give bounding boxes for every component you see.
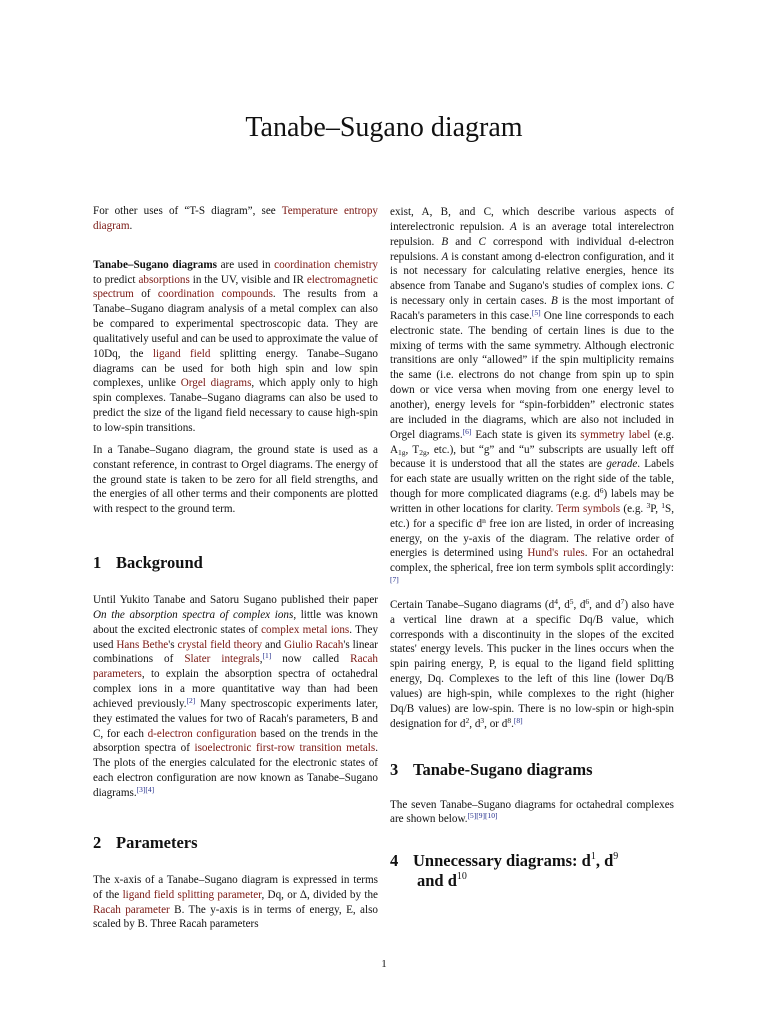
intro-paragraph: Tanabe–Sugano diagrams are used in coordination chemistry to predict absorptions in the UV, visible and IR electromagnetic spectrum of coordination compounds. The results from a Tanabe–Sugano diagram analysis of a metal complex can also be compared to experimental spectroscopic data. They are qualitatively useful and can be used to approximate the value of 10Dq, the ligand field splitting energy. Tanabe–Sugano diagrams can be used for both high spin and low spin complexes, unlike Orgel diagrams, which apply only to high spin complexes. Tanabe–Sugano diagrams can also be used to predict the size of the ligand field necessary to cause high-spin to low-spin transitions. [93,258,379,434]
link-hans-bethe[interactable]: Hans Bethe [116,638,169,651]
citation-3-4[interactable]: [3][4] [136,785,155,794]
link-term-symbols[interactable]: Term symbols [556,502,621,515]
right-column [390,205,674,891]
bold-term: Tanabe–Sugano diagrams [93,258,217,271]
link-coordination-chemistry[interactable]: coordination chemistry [274,258,379,271]
section-heading-background: 1 Background [93,553,203,573]
citation-1[interactable]: [1] [262,651,272,661]
link-hunds-rules[interactable]: Hund's rules [527,547,585,560]
link-ligand-field-splitting-parameter[interactable]: ligand field splitting parameter [122,888,262,901]
link-complex-metal-ions[interactable]: complex metal ions [261,623,350,636]
link-coordination-compounds[interactable]: coordination compounds [157,288,273,301]
citation-5[interactable]: [5] [531,307,541,317]
link-first-row-transition-metals[interactable]: first-row transition metals [255,742,376,755]
hatnote: For other uses of “T-S diagram”, see Temperature entropy diagram. [93,205,378,232]
background-paragraph: Until Yukito Tanabe and Satoru Sugano published their paper On the absorption spectra of complex ions, little was known about the excited electronic states of complex metal ions. They used Hans Bethe's crystal field theory and Giulio Racah's linear combinations of Slater integrals,[1] now called Racah parameters, to explain the absorption spectra of octahedral complex ions in a more quantitative way than had been achieved previously.[2] Many spectroscopic experiments later, they estimated the values for two of Racah's parameters, B and C, for each d-electron configuration based on the trends in the absorption spectra of isoelectronic first-row transition metals. The plots of the energies calculated for the electronic states of each electron configuration are now known as Tanabe–Sugano diagrams.[3][4] [93,594,379,799]
parameters-paragraph-continued: exist, A, B, and C, which describe various aspects of interelectronic repulsion. A is an average total interelectron repulsion. B and C correspond with individual d-electron repulsions. A is constant among d-electron configuration, and it is not necessary for calculating relative energies, hence its absence from Tanabe and Sugano's studies of complex ions. C is necessary only in certain cases. B is the most important of Racah's parameters in this case.[5] One line corresponds to each electronic state. The bending of certain lines is due to the mixing of terms with the same symmetry. Although electronic transitions are only “allowed” if the spin multiplicity remains the same (i.e. electrons do not change from spin up to spin down or vice versa when moving from one energy level to another), energy levels for “spin-forbidden” electronic states are included in the diagrams, which are also not included in Orgel diagrams.[6] Each state is given its symmetry label (e.g. $A_{1g}$, $T_{2g}$, etc.), but “g” and “u” subscripts are usually left off because it is understood that all the states are gerade. Labels for each state are usually written on the right side of the table, though for more complicated diagrams (e.g. $d^6$) labels may be written in other locations for clarity. Term symbols (e.g. $^3$P, $^1$S, etc.) for a specific $d^n$ free ion are listed, in order of increasing energy, on the y-axis of the diagram. The relative order of energies is determined using Hund's rules. For an octahedral complex, the spherical, free ion term symbols split accordingly:[7] [390,206,675,585]
left-column [93,204,378,932]
link-crystal-field-theory[interactable]: crystal field theory [177,638,263,651]
parameters-paragraph-start: The x-axis of a Tanabe–Sugano diagram is expressed in terms of the ligand field splitting parameter, Dq, or Δ, divided by the Racah parameter B. The y-axis is in terms of energy, E, also scaled by B. Three Racah parameters [93,873,379,931]
citation-6[interactable]: [6] [462,426,472,436]
link-isoelectronic[interactable]: isoelectronic [194,742,252,755]
link-temperature-entropy-diagram[interactable]: Temperature entropy diagram [93,205,378,232]
section-heading-tanabe-sugano-diagrams: 3 Tanabe-Sugano diagrams [390,759,593,779]
link-racah-parameter[interactable]: Racah parameter [93,903,170,916]
link-slater-integrals[interactable]: Slater integrals [184,653,260,666]
citation-8[interactable]: [8] [513,715,523,725]
link-ligand-field[interactable]: ligand field [152,347,211,360]
pucker-paragraph: Certain Tanabe–Sugano diagrams ($d^4$, $d^5$, $d^6$, and $d^7$) also have a vertical line drawn at a specific Dq/B value, which corresponds with a discontinuity in the slopes of the excited states' energy levels. This pucker in the lines occurs when the spin pairing energy, P, is equal to the ligand field splitting energy, Dq. Complexes to the left of this line (lower Dq/B values) are high-spin, while complexes to the right (higher Dq/B values) are low-spin. There is no low-spin or high-spin designation for $d^2$, $d^3$, or $d^8.[8]$ [390,596,675,730]
link-electromagnetic-spectrum[interactable]: electromagnetic spectrum [93,273,378,301]
citation-2[interactable]: [2] [186,695,196,705]
tsd-paragraph: The seven Tanabe–Sugano diagrams for octahedral complexes are shown below.[5][9][10] [390,798,674,826]
page-title: Tanabe–Sugano diagram [245,112,523,143]
citation-5-9-10[interactable]: [5][9][10] [467,811,498,821]
page-number: 1 [381,958,387,970]
citation-7[interactable]: [7] [390,575,399,585]
link-d-electron-configuration[interactable]: d-electron configuration [147,727,257,740]
intro-paragraph-2: In a Tanabe–Sugano diagram, the ground state is used as a constant reference, in contrast to Orgel diagrams. The energy of the ground state is taken to be zero for all field strengths, and the energies of all other terms and their components are plotted with respect to the ground term. [93,443,378,516]
link-orgel-diagrams[interactable]: Orgel diagrams [180,377,252,390]
link-racah-parameters[interactable]: Racah parameters [93,653,378,681]
section-heading-parameters: 2 Parameters [93,832,198,852]
link-symmetry-label[interactable]: symmetry label [580,428,651,441]
link-giulio-racah[interactable]: Giulio Racah [284,638,344,651]
section-heading-unnecessary-diagrams: 4 Unnecessary diagrams: $d^1$, $d^9$ and $d^{10}$ [390,851,619,891]
link-absorptions[interactable]: absorptions [138,273,190,286]
